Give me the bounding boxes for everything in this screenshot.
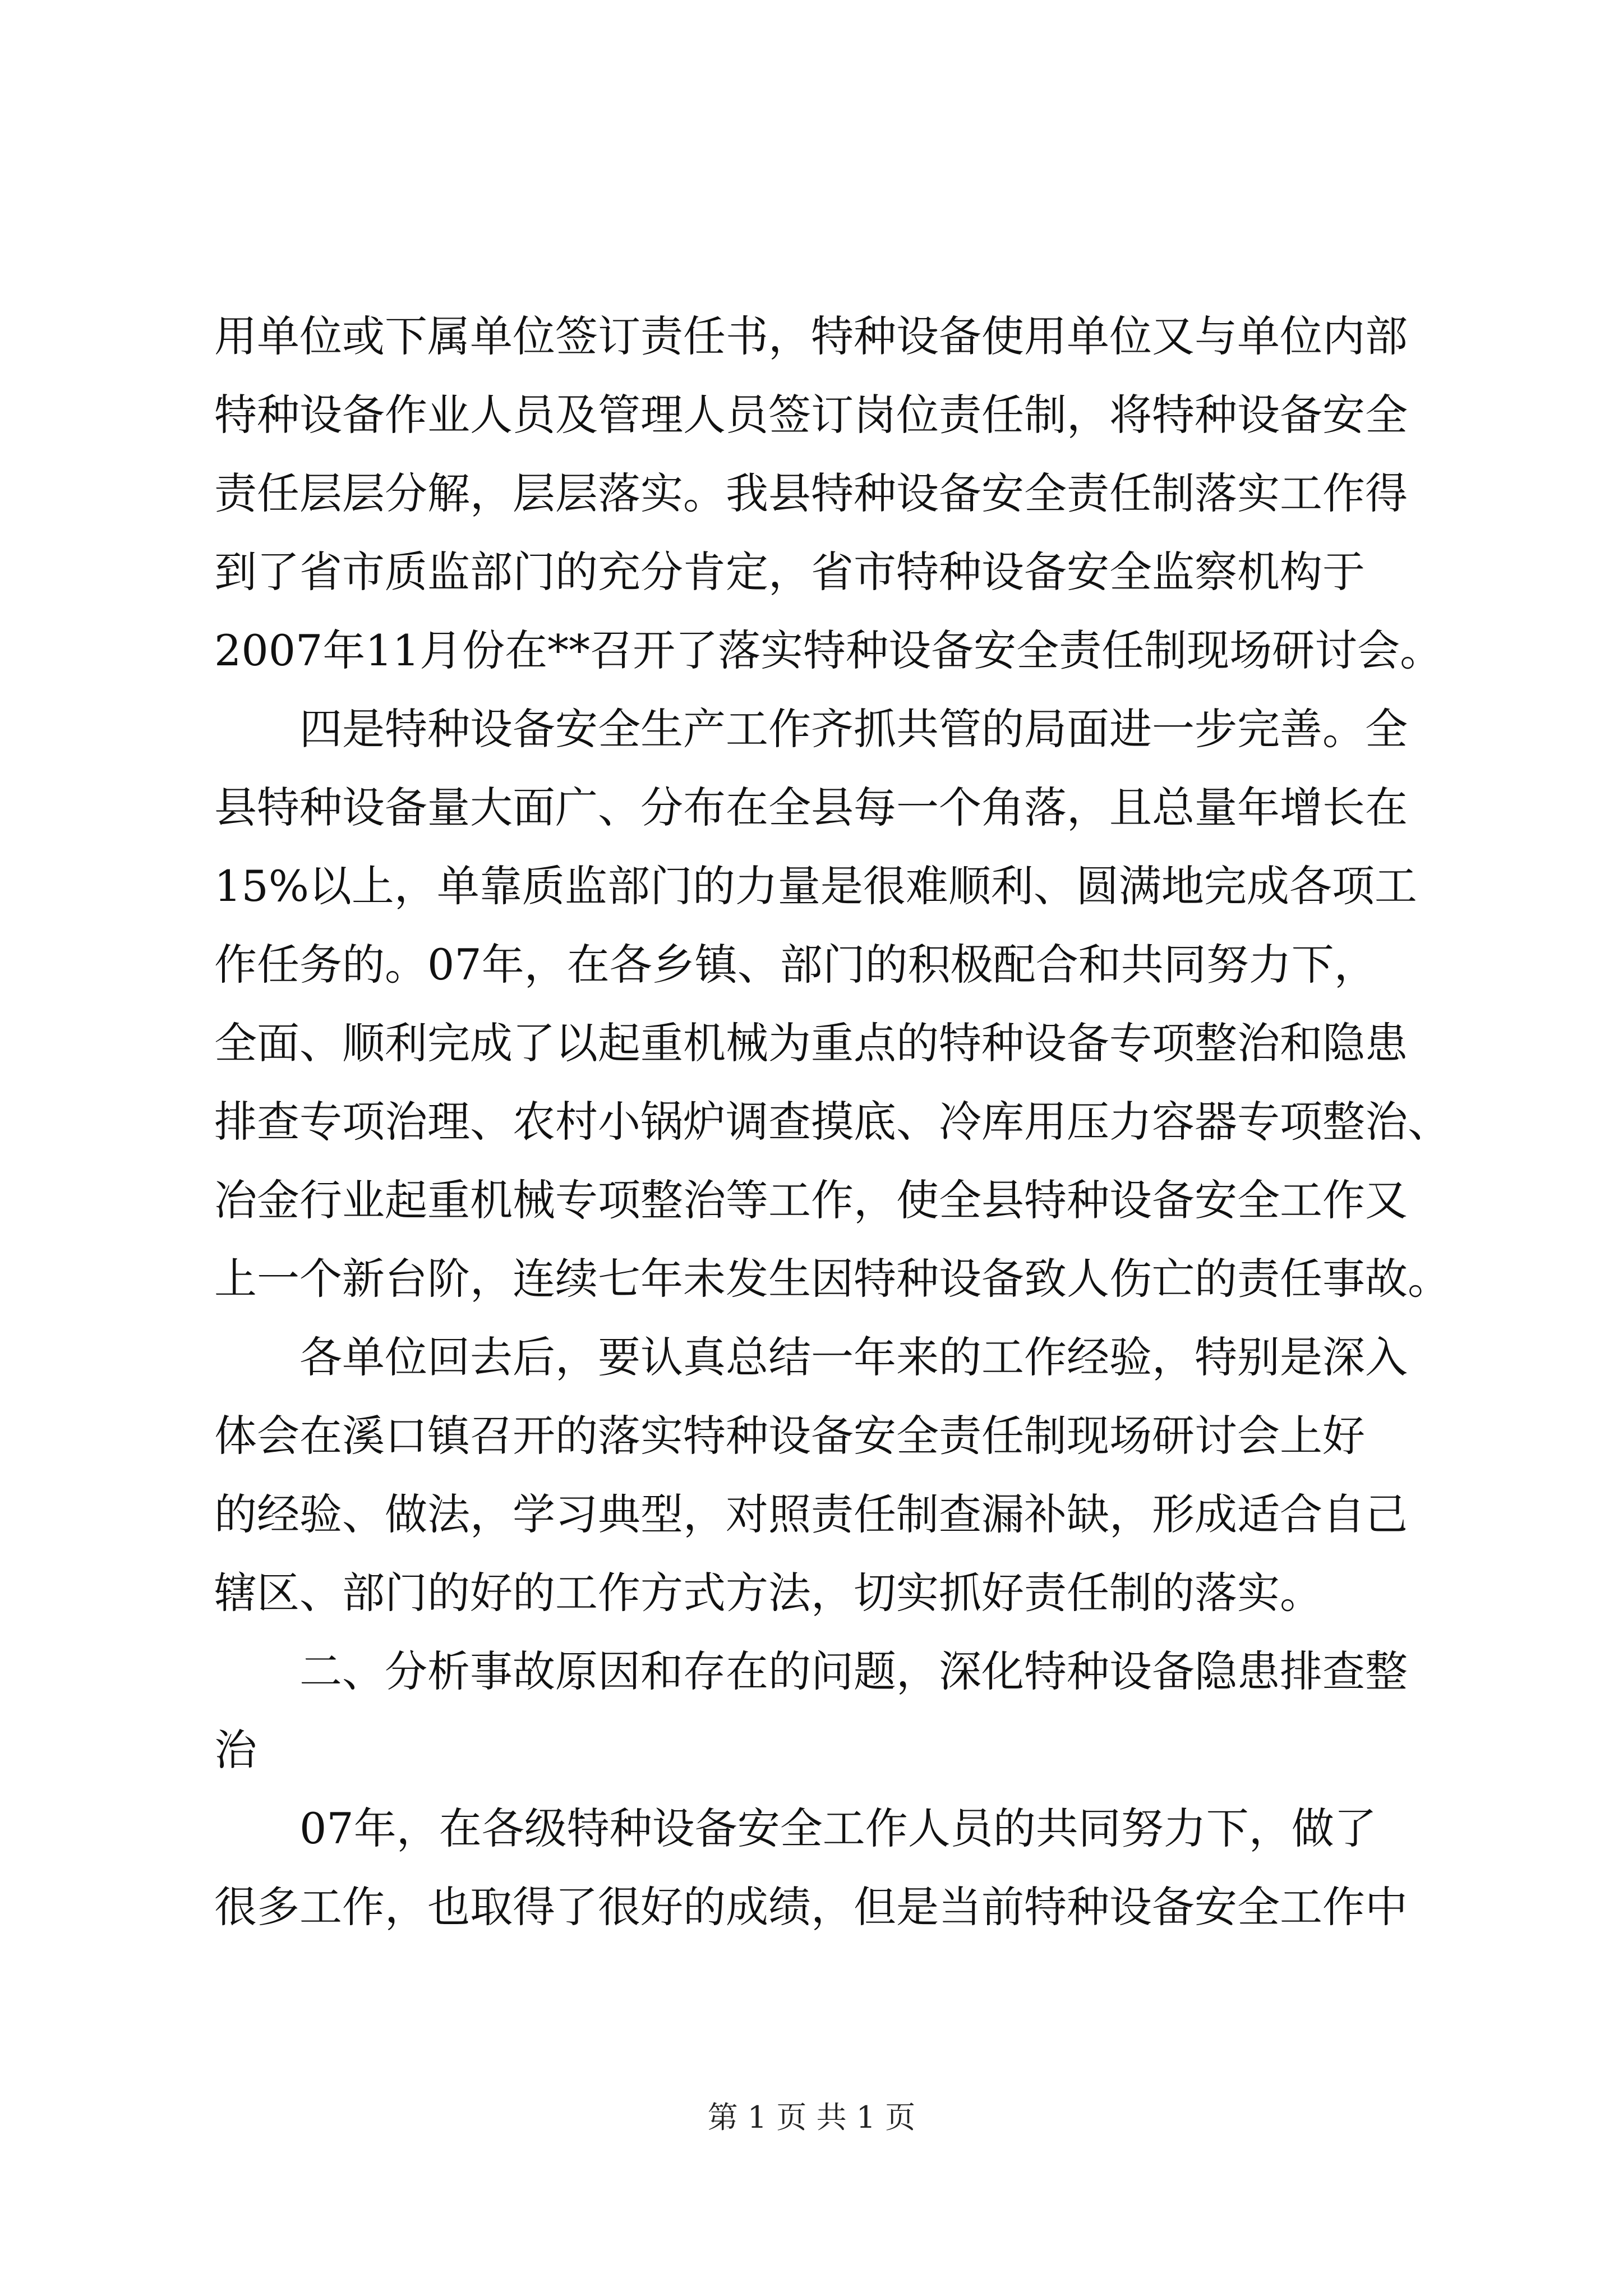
document-body (214, 297, 1450, 1947)
text-line: 上一个新台阶，连续七年未发生因特种设备致人伤亡的责任事故。 (214, 1254, 1450, 1304)
text-line: 的经验、做法，学习典型，对照责任制查漏补缺，形成适合自己 (214, 1489, 1408, 1539)
text-line: 用单位或下属单位签订责任书，特种设备使用单位又与单位内部 (214, 311, 1408, 361)
text-line: 体会在溪口镇召开的落实特种设备安全责任制现场研讨会上好 (214, 1411, 1365, 1461)
text-line: 很多工作，也取得了很好的成绩，但是当前特种设备安全工作中 (214, 1882, 1408, 1932)
page-number-footer: 第 1 页 共 1 页 (707, 2100, 916, 2135)
text-line: 2007年11月份在**召开了落实特种设备安全责任制现场研讨会。 (214, 625, 1443, 675)
text-line: 排查专项治理、农村小锅炉调查摸底、冷库用压力容器专项整治、 (214, 1097, 1450, 1147)
section-heading: 治 (214, 1725, 257, 1775)
text-line: 到了省市质监部门的充分肯定，省市特种设备安全监察机构于 (214, 547, 1365, 597)
text-line: 县特种设备量大面广、分布在全县每一个角落，且总量年增长在 (214, 783, 1408, 832)
text-line: 全面、顺利完成了以起重机械为重点的特种设备专项整治和隐患 (214, 1018, 1408, 1068)
text-line: 15%以上，单靠质监部门的力量是很难顺利、圆满地完成各项工 (214, 861, 1417, 911)
text-line: 特种设备作业人员及管理人员签订岗位责任制，将特种设备安全 (214, 390, 1408, 440)
text-line: 责任层层分解，层层落实。我县特种设备安全责任制落实工作得 (214, 468, 1408, 518)
text-line: 07年，在各级特种设备安全工作人员的共同努力下，做了 (299, 1803, 1377, 1853)
text-line: 冶金行业起重机械专项整治等工作，使全县特种设备安全工作又 (214, 1175, 1408, 1225)
text-line: 作任务的。07年，在各乡镇、部门的积极配合和共同努力下， (214, 940, 1377, 990)
text-line: 各单位回去后，要认真总结一年来的工作经验，特别是深入 (299, 1332, 1408, 1382)
text-line: 辖区、部门的好的工作方式方法，切实抓好责任制的落实。 (214, 1568, 1322, 1618)
section-heading: 二、分析事故原因和存在的问题，深化特种设备隐患排查整 (299, 1646, 1408, 1696)
text-line: 四是特种设备安全生产工作齐抓共管的局面进一步完善。全 (299, 704, 1408, 754)
